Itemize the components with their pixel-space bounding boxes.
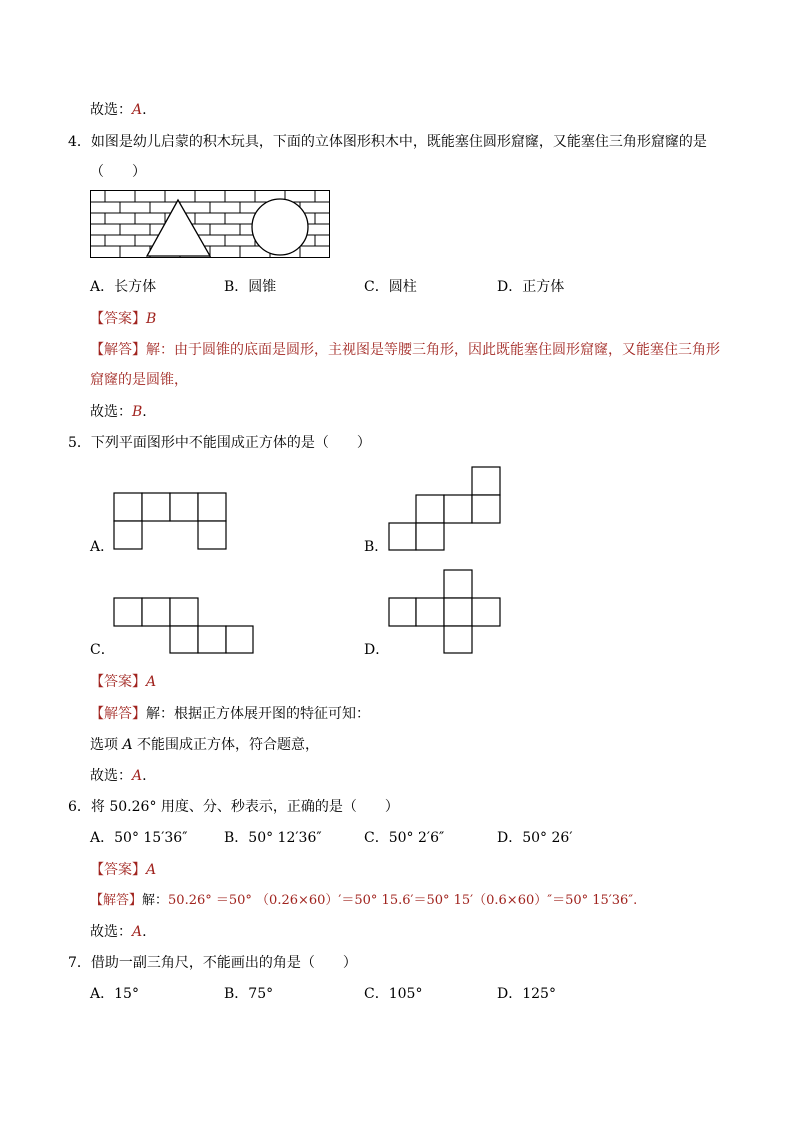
q5-option-c-label: C． [90,642,115,658]
q6-conclusion: 故选：A. [90,924,147,940]
q5-analysis-line2: 选项 A 不能围成正方体，符合题意， [90,737,320,753]
q7-option-b: B．75° [224,986,274,1002]
q5-stem: 5．下列平面图形中不能围成正方体的是（ ） [68,435,371,451]
q6-option-b: B．50° 12′36″ [224,830,322,846]
q4-answer: 【答案】B [90,311,157,327]
q6-option-a: A．50° 15′36″ [90,830,188,846]
q4-option-c: C．圆柱 [364,279,417,295]
q5-analysis-line1: 【解答】解：根据正方体展开图的特征可知： [90,706,370,722]
q4-option-b: B．圆锥 [224,279,277,295]
q4-option-d: D．正方体 [497,279,565,295]
q6-option-c: C．50° 2′6″ [364,830,445,846]
q7-stem: 7．借助一副三角尺，不能画出的角是（ ） [68,955,357,971]
q4-brick-wall-figure [90,190,330,258]
q4-analysis-line2: 窟窿的是圆锥， [90,372,188,388]
q7-option-d: D．125° [497,986,556,1002]
q4-stem-paren: （ ） [90,164,146,180]
q4-option-a: A．长方体 [90,279,157,295]
q6-analysis: 【解答】解：50.26° ＝50° （0.26×60）′＝50° 15.6′＝50° 15′（0.6×60）″＝50° 15′36″. [90,893,638,908]
q5-net-a-figure [113,492,226,550]
q5-conclusion: 故选：A. [90,768,147,784]
circle-hole [252,199,308,255]
q5-answer: 【答案】A [90,674,157,690]
q4-conclusion: 故选：B. [90,404,147,420]
q5-net-b-figure [388,466,501,551]
q4-analysis-line1: 【解答】解：由于圆锥的底面是圆形，主视图是等腰三角形，因此既能塞住圆形窟窿，又能塞住三角形 [90,342,720,358]
q5-option-d-label: D． [364,642,390,658]
q6-stem: 6．将 50.26° 用度、分、秒表示，正确的是（ ） [68,799,399,815]
q7-option-a: A．15° [90,986,139,1002]
triangle-hole [147,200,210,256]
q5-option-a-label: A． [90,539,115,555]
q7-option-c: C．105° [364,986,423,1002]
prev-conclusion: 故选：A. [90,102,147,118]
q6-option-d: D．50° 26′ [497,830,573,846]
q4-stem: 4．如图是幼儿启蒙的积木玩具，下面的立体图形积木中，既能塞住圆形窟窿，又能塞住三角形窟窿的是 [68,134,707,150]
q6-answer: 【答案】A [90,862,157,878]
q5-net-d-figure [388,569,501,654]
q5-net-c-figure [113,597,254,654]
q5-option-b-label: B． [364,539,389,555]
